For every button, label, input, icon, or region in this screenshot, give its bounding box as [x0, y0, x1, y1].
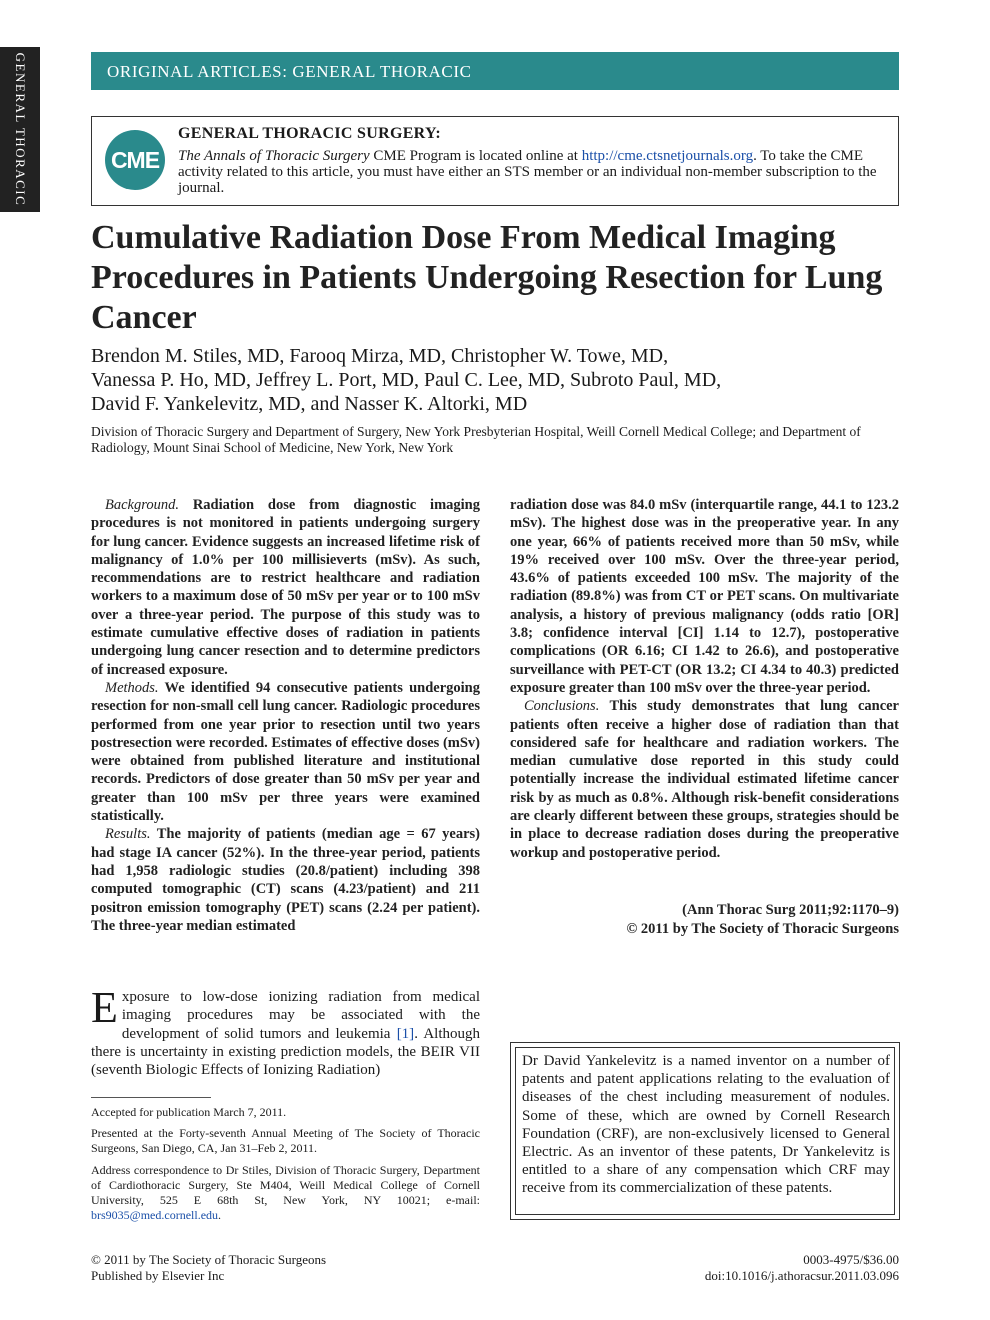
abstract-conclusions — [510, 697, 899, 862]
citation-block — [510, 901, 899, 938]
abstract-right-column — [510, 496, 899, 862]
cme-text-part-1: CME Program is located online at — [369, 148, 582, 164]
footnotes — [91, 1105, 480, 1229]
authors-line-1: Brendon M. Stiles, MD, Farooq Mirza, MD, Christopher W. Towe, MD, — [91, 345, 669, 367]
footnote-divider — [91, 1097, 211, 1098]
affiliation: Division of Thoracic Surgery and Department of Surgery, New York Presbyterian Hospital, Weill Cornell Medical College; and Department of Radiology, Mount Sinai School of Medicine, New York, New York — [91, 424, 861, 455]
results-text-part-1: The majority of patients (median age = 67 years) had stage IA cancer (52%). In the three-year period, patients had 1,958 radiologic studies (20.8/patient) including 398 computed tomographic (CT) scans (4.23/patient) and 211 positron emission tomography (PET) scans (2.24 per patient). The three-year median estimated — [91, 826, 480, 934]
conclusions-text: This study demonstrates that lung cancer patients often receive a higher dose of radiation than that considered safe for healthcare and radiation workers. The median cumulative dose reported in this study could potentially increase the individual estimated lifetime cancer risk by as much as 0.8%. Although risk-benefit considerations are clearly different between these groups, strategies should be in place to decrease radiation doses during the preoperative workup and postoperative period. — [510, 698, 899, 861]
abstract-left-column — [91, 496, 480, 935]
footnote-address — [91, 1163, 480, 1224]
authors-line-3: David F. Yankelevitz, MD, and Nasser K. Altorki, MD — [91, 393, 528, 415]
footer-doi: doi:10.1016/j.athoracsur.2011.03.096 — [704, 1268, 899, 1283]
body-text-part-1: xposure to low-dose ionizing radiation from medical imaging procedures may be associated with the development of solid tumors and leukemia — [121, 989, 480, 1042]
cme-link[interactable]: http://cme.ctsnetjournals.org — [581, 148, 754, 164]
cme-logo-icon: CME — [105, 130, 165, 190]
address-text: Address correspondence to Dr Stiles, Division of Thoracic Surgery, Department of Cardiothoracic Surgery, Ste M404, Weill Medical College of Cornell University, 525 E 68th St, New York, NY 10021; e-mail: — [91, 1162, 480, 1208]
footer-publisher: Published by Elsevier Inc — [91, 1268, 225, 1283]
cme-box — [91, 116, 899, 206]
citation-line: (Ann Thorac Surg 2011;92:1170–9) — [682, 902, 899, 918]
footnote-accepted: Accepted for publication March 7, 2011. — [91, 1105, 287, 1119]
author-list — [91, 344, 899, 416]
footer-copyright: © 2011 by The Society of Thoracic Surgeons — [91, 1252, 327, 1267]
body-paragraph — [91, 983, 481, 1079]
methods-text: We identified 94 consecutive patients undergoing resection for non-small cell lung cancer. Radiologic procedures performed from one year prior to resection until two years postresection were recorded. Estimates of effective doses (mSv) were obtained from published literature and institutional records. Predictors of dose greater than 50 mSv per year and greater than 100 mSv per three years were examined statistically. — [91, 679, 480, 825]
side-tab-label: GENERAL THORACIC — [13, 52, 28, 207]
email-link[interactable]: brs9035@med.cornell.edu — [91, 1208, 219, 1223]
disclosure-inner-border — [515, 1047, 895, 1215]
background-text: Radiation dose from diagnostic imaging procedures is not monitored in patients undergoing surgery for lung cancer. Evidence suggests an increased lifetime risk of malignancy of 1.0% per 100 millisieverts (mSv). As such, recommendations are to restrict healthcare and radiation workers to a maximum dose of 50 mSv per year or to 100 mSv over a three-year period. The purpose of this study was to estimate cumulative effective doses of radiation in patients undergoing lung cancer resection and to determine predictors of increased exposure. — [91, 497, 480, 678]
cme-title: GENERAL THORACIC SURGERY: — [178, 125, 441, 142]
authors-line-2: Vanessa P. Ho, MD, Jeffrey L. Port, MD, Paul C. Lee, MD, Subroto Paul, MD, — [91, 369, 722, 391]
abstract-results-continued: radiation dose was 84.0 mSv (interquartile range, 44.1 to 123.2 mSv). The highest dose was in the preoperative year. In any one year, 66% of patients received more than 50 mSv, while 19% received over 100 mSv. Over the three-year period, 43.6% of patients exceeded 100 mSv. The majority of the radiation (89.8%) was from CT or PET scans. On multivariate analysis, a history of previous malignancy (odds ratio [OR] 3.8; confidence interval [CI] 1.14 to 12.7), postoperative complications (OR 6.16; CI 1.42 to 26.6), and postoperative surveillance with PET-CT (OR 13.2; CI 4.34 to 40.3) predicted exposure greater than 100 mSv over the three-year period. — [510, 497, 899, 696]
footer-right — [705, 1252, 899, 1284]
section-side-tab — [0, 47, 40, 212]
disclosure-text: Dr David Yankelevitz is a named inventor on a number of patents and patent applications relating to the evaluation of diseases of the chest including measurement of nodules. Some of these, which are owned by Cornell Research Foundation (CRF), are non-exclusively licensed to General Electric. As an inventor of these patents, Dr Yankelevitz is entitled to a share of any compensation which CRF may receive from its commercialization of these patents. — [522, 1053, 890, 1197]
cme-journal-name: The Annals of Thoracic Surgery — [178, 148, 370, 164]
abstract-background — [91, 496, 480, 679]
address-end: . — [218, 1208, 222, 1223]
reference-link[interactable]: [1] — [396, 1025, 415, 1042]
citation-copyright: © 2011 by The Society of Thoracic Surgeons — [626, 920, 899, 937]
footer-issn: 0003-4975/$36.00 — [803, 1252, 899, 1267]
body-text-part-2: . Although there is uncertainty in existing prediction models, the BEIR VII (seventh Biologic Effects of Ionizing Radiation) — [91, 1025, 481, 1079]
cme-text-part-2: . To take the CME activity related to this article, you must have either an STS member or an individual non-member subscription to the journal. — [178, 148, 877, 196]
disclosure-box — [510, 1042, 900, 1220]
results-label: Results. — [105, 826, 151, 843]
footnote-presented: Presented at the Forty-seventh Annual Meeting of The Society of Thoracic Surgeons, San Diego, CA, Jan 31–Feb 2, 2011. — [91, 1126, 480, 1156]
article-title: Cumulative Radiation Dose From Medical Imaging Procedures in Patients Undergoing Resection for Lung Cancer — [91, 219, 883, 336]
methods-label: Methods. — [105, 679, 159, 696]
abstract-methods — [91, 679, 480, 825]
abstract-results — [91, 825, 480, 935]
background-label: Background. — [105, 497, 179, 513]
drop-cap: E — [91, 983, 118, 1032]
footer-left — [91, 1252, 326, 1284]
section-header: ORIGINAL ARTICLES: GENERAL THORACIC — [91, 52, 899, 90]
cme-text — [178, 148, 893, 196]
conclusions-label: Conclusions. — [524, 698, 600, 715]
